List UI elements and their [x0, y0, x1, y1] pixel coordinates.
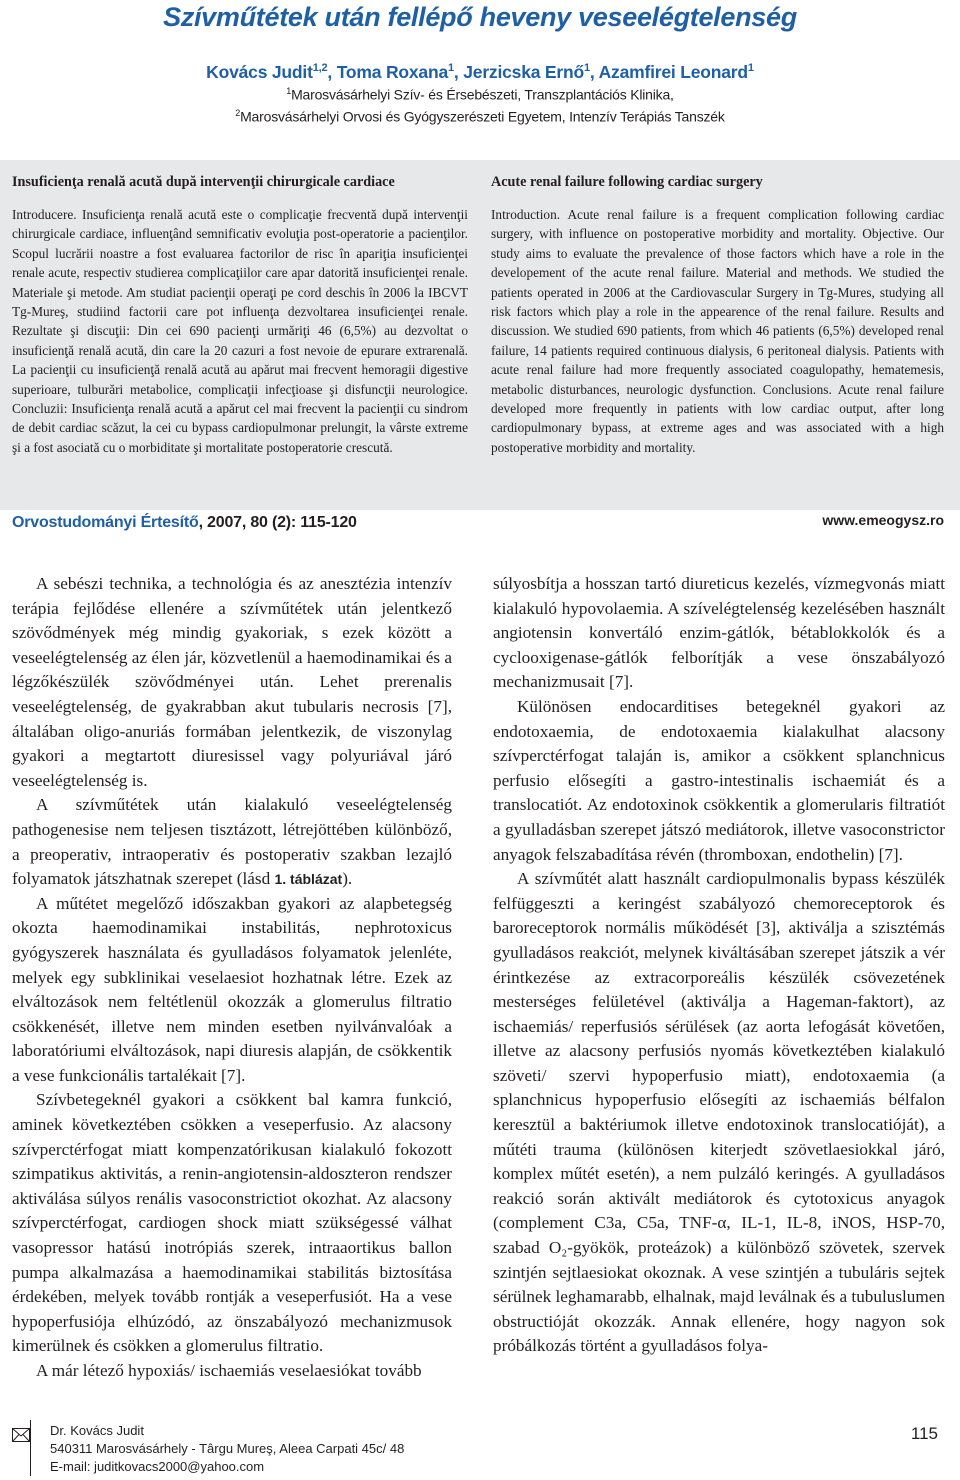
affiliation-line — [0, 86, 960, 103]
body-paragraph: A szívműtét alatt használt cardiopulmonalis bypass készülék felfüggeszti a keringést szabályozó chemoreceptorok és baroreceptorok normális működését [3], aktiválja a szisztémás gyulladásos reakciót, melynek kiváltásában szerepet játszik a vér érintkezése az extracorporeális készülék csövezetének mesterséges felületével (aktiválja a Hageman-faktort), az ischaemiás/ reperfusiós sérülések (az aorta lefogását követően, illetve az alacsony perfusiós nyomás következtében kialakuló szöveti/ szervi hypoperfusio miatt), endotoxaemia (a splanchnicus hypoperfusio elősegíti az ischaemiás bélfalon keresztül a baktériumok illetve endotoxinok translocatióját), a műtéti trauma (különösen kiterjedt szövetlaesiokkal járó, komplex műtét esetén), a nem pulzáló keringés. A gyulladásos reakció során aktivált mediátorok és cytotoxicus anyagok (complement C3a, C5a, TNF-α, IL-1, IL-8, iNOS, HSP-70, szabad O₂-gyökök, proteázok) a különböző szövetek, szervek szintjén sejtlaesiokat okoznak. A vese szintjén a tubuláris sejtek sérülnek leghamarabb, elhalnak, majd leválnak és a tubuluslumen obstructióját okozzák. Annak ellenére, hogy nagyon sok próbálkozás történt a gyulladásos folya- — [493, 869, 945, 1356]
author-name: Kovács Judit — [206, 62, 313, 82]
correspondence-address: 540311 Marosvásárhely - Târgu Mureş, Aleea Carpati 45c/ 48 — [50, 1441, 405, 1456]
abstract-title: Acute renal failure following cardiac surgery — [491, 174, 763, 190]
correspondence-email[interactable]: E-mail: juditkovacs2000@yahoo.com — [50, 1459, 265, 1474]
affiliation-text: Marosvásárhelyi Orvosi és Gyógyszerészeti Egyetem, Intenzív Terápiás Tanszék — [240, 108, 725, 125]
body-paragraph: A már létező hypoxiás/ ischaemiás veselaesiókat tovább — [36, 1361, 422, 1380]
correspondence-block — [50, 1422, 404, 1476]
envelope-icon — [12, 1428, 30, 1442]
author-affiliation-number: 1,2 — [312, 62, 328, 75]
body-paragraph: Különösen endocarditises betegeknél gyakori az endotoxaemia, de endotoxaemia kialakulhat alacsony szívperctérfogat talaján is, amikor a csökkent splanchnicus perfusio elősegíti a gastro-intestinalis ischaemiát és a translocatiót. Az endotoxinok csökkentik a glomerularis filtratiót a gyulladásban szerepet játszó mediátorok, illetve vasoconstrictor anyagok felszabadítása révén (thromboxan, endothelin) [7]. — [493, 696, 945, 864]
author-name: Azamfirei Leonard — [598, 62, 748, 82]
body-paragraph: A szívműtétek után kialakuló veseelégtelenség pathogenesise nem teljesen tisztázott, létrejöttében különböző, a preoperativ, intraoperativ és postoperativ szakban lezajló folyamatok játszhatnak szerepet (lásd 1. táblázat). — [12, 795, 452, 889]
journal-website[interactable]: www.emeogysz.ro — [822, 512, 944, 528]
correspondence-name: Dr. Kovács Judit — [50, 1423, 144, 1438]
body-column-left — [12, 572, 452, 1384]
body-paragraph: súlyosbítja a hosszan tartó diureticus kezelés, vízmegvonás miatt kialakuló hypovolaemia. A szívelégtelenség kezelésében használt angiotensin konvertáló enzim-gátlók, bétablokkolók és a cyclooxigenase-gátlók felborítják a vese önszabályozó mechanizmusait [7]. — [493, 574, 945, 692]
body-paragraph: Szívbetegeknél gyakori a csökkent bal kamra funkció, aminek következtében csökken a veseperfusio. Az alacsony szívperctérfogat miatt kompenzatórikusan kialakuló fokozott szimpatikus aktivitás, a renin-angiotensin-aldoszteron rendszer aktiválása súlyos renális vasoconstrictiot okozhat. Az alacsony szívperctérfogat, cardiogen shock miatt szükségessé válhat vasopressor hatású inotrópiás szerek, intraaortikus ballon pumpa alkalmazása a haemodinamikai stabilitás biztosítása érdekében, melyek tovább rontják a veseperfusiót. Ha a vese hypoperfusiója elhúzódó, az önszabályozó mechanizmusok kimerülnek és csökken a glomerulus filtratio. — [12, 1090, 452, 1356]
affiliation-number: 1 — [286, 86, 292, 96]
table-reference[interactable]: 1. táblázat — [274, 871, 343, 888]
journal-volume: , 2007, 80 (2): 115-120 — [198, 514, 357, 531]
author-affiliation-number: 1 — [584, 62, 590, 75]
author-name: Toma Roxana — [336, 62, 448, 82]
abstract-text: Introducere. Insuficienţa renală acută este o complicaţie frecventă după intervenţii chirurgicale cardiace, influenţând semnificativ evoluţia post-operatorie a pacienţilor. Scopul lucrării noastre a fost evaluarea factorilor de risc în apariţia insuficienţei renale acute, respectiv studierea complicaţiilor care apar datorită insuficienţei renale. Materiale şi metode. Am studiat pacienţii operaţi pe cord deschis în 2006 la IBCVT Tg-Mureş, studiind factorii care pot influenţa dezvoltarea insuficienţei renale. Rezultate şi discuţii: Din cei 690 pacienţi urmăriţi 46 (6,5%) au dezvoltat o insuficienţă renală acută, din care la 20 cazuri a fost nevoie de epurare extrarenală. La pacienţii cu insuficienţă renală acută au apărut mai frecvent hemoragii digestive superioare, tulburări metabolice, complicaţii infecţioase şi disfuncţii neurologice. Concluzii: Insuficienţa renală acută a apărut cel mai frecvent la pacienţii cu sindrom de debit cardiac scăzut, la cei cu bypass cardiopulmonar prelungit, la vârste extreme şi a fost asociată cu o morbiditate şi mortalitate postoperatorie crescută. — [12, 207, 468, 455]
page-title: Szívműtétek után fellépő heveny veseelégtelenség — [163, 2, 797, 32]
author-affiliation-number: 1 — [747, 62, 754, 75]
abstract-box — [0, 160, 960, 510]
affiliation-number: 2 — [235, 108, 241, 118]
abstract-romanian — [12, 174, 468, 457]
abstract-title: Insuficienţa renală acută după intervenţii chirurgicale cardiace — [12, 174, 395, 190]
affiliation-text: Marosvásárhelyi Szív- és Érsebészeti, Transzplantációs Klinika, — [291, 86, 674, 103]
page-number: 115 — [910, 1424, 938, 1443]
body-paragraph: A műtétet megelőző időszakban gyakori az alapbetegség okozta haemodinamikai instabilitás, nephrotoxicus gyógyszerek használata és gyulladásos folyamatok jelenléte, melyek egy subklinikai veselaesiot hozhatnak létre. Ezek az elváltozások nem feltétlenül okozzák a glomerulus filtratio csökkenését, illetve nem minden esetben nyilvánvalóak a laboratóriumi elváltozások, napi diuresis alapján, de csökkentik a vese funkcionális tartalékait [7]. — [12, 893, 452, 1085]
body-column-right — [493, 572, 945, 1359]
abstract-text: Introduction. Acute renal failure is a frequent complication following cardiac surgery, with influence on postoperative morbidity and mortality. Objective. Our study aims to evaluate the prevalence of those factors which have a role in the developement of the acute renal failure. Material and methods. We studied the patients operated in 2006 at the Cardiovascular Surgery in Tg-Mures, studying all risk factors which play a role in the appearence of the renal failure. Results and discussion. We studied 690 patients, from which 46 patients (6,5%) developed renal failure, 14 patients required continuous dialysis, 6 peritoneal dialysis. Patients with acute renal failure had more frequently associated coagulopathy, hematemesis, metabolic disturbances, neurologic dysfunction. Conclusions. Acute renal failure developed more frequently in patients with low cardiac output, after long cardiopulmonary bypass, at extreme ages and was associated with a high postoperative morbidity and mortality. — [491, 207, 944, 455]
author-name: Jerzicska Ernő — [463, 62, 584, 82]
body-paragraph: A sebészi technika, a technológia és az anesztézia intenzív terápia fejlődése ellenére a szívműtétek után jelentkező szövődmények még mindig gyakoriak, s ezek között a veseelégtelenség az élen jár, közvetlenül a haemodinamikai és a légzőkészülék szövődményei után. Lehet prerenalis veseelégtelenség, de gyakrabban akut tubularis necrosis [7], általában oligo-anuriás formában jelentkezik, de viszonylag gyakori a megtartott diuresissel vagy polyuriával járó veseelégtelenség is. — [12, 574, 452, 790]
journal-citation — [12, 514, 357, 532]
author-affiliation-number: 1 — [448, 62, 454, 75]
abstract-english — [491, 174, 944, 457]
footer-divider — [30, 1420, 31, 1476]
affiliation-line — [0, 108, 960, 125]
journal-name: Orvostudományi Értesítő — [12, 514, 199, 531]
author-list: Kovács Judit$^{1,2}$, Toma Roxana$^1$, Jerzicska Ernő$^1$, Azamfirei Leonard$^1$ — [206, 62, 754, 82]
